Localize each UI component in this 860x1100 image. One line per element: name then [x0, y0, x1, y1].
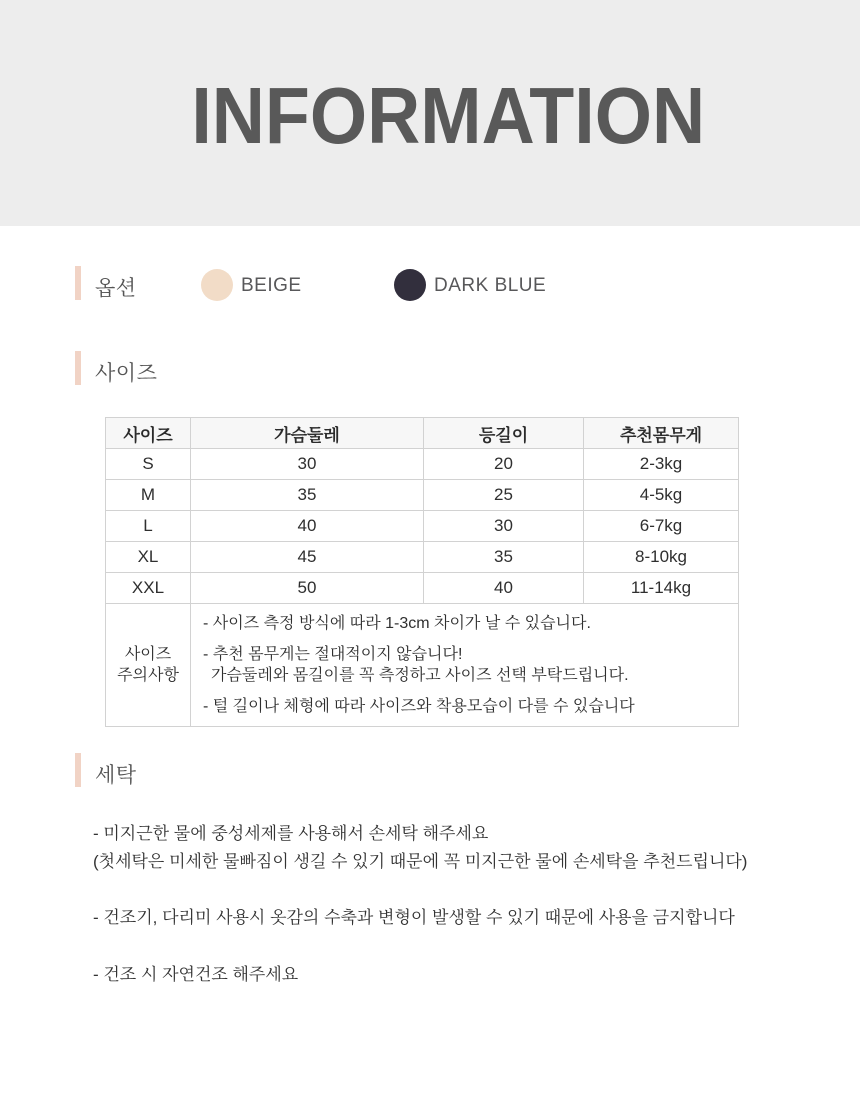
color-swatch-beige-label: BEIGE [241, 275, 302, 296]
cell-size: M [106, 480, 191, 511]
table-row-l [106, 511, 739, 542]
page-title: INFORMATION [191, 71, 705, 160]
color-swatch-beige [201, 269, 233, 301]
wash-note-air-dry: - 건조 시 자연건조 해주세요 [93, 965, 299, 984]
size-note-2: - 추천 몸무게는 절대적이지 않습니다! [203, 646, 463, 663]
size-table [105, 417, 739, 727]
header-banner [0, 0, 860, 226]
cell-weight: 11-14kg [584, 573, 739, 604]
size-note-3: - 털 길이나 체형에 따라 사이즈와 착용모습이 다를 수 있습니다 [203, 698, 635, 715]
cell-back: 20 [424, 449, 584, 480]
cell-back: 25 [424, 480, 584, 511]
wash-accent-bar [75, 753, 81, 787]
wash-note-handwash-line2: (첫세탁은 미세한 물빠짐이 생길 수 있기 때문에 꼭 미지근한 물에 손세탁을 추천드립니다) [93, 852, 748, 871]
size-note-2b: 가슴둘레와 몸길이를 꼭 측정하고 사이즈 선택 부탁드립니다. [211, 667, 629, 684]
color-swatch-dark-blue-label: DARK BLUE [434, 275, 547, 296]
size-note-1: - 사이즈 측정 방식에 따라 1-3cm 차이가 날 수 있습니다. [203, 615, 591, 632]
table-row-s [106, 449, 739, 480]
wash-note-handwash-line1: - 미지근한 물에 중성세제를 사용해서 손세탁 해주세요 [93, 824, 489, 843]
cell-weight: 2-3kg [584, 449, 739, 480]
cell-weight: 8-10kg [584, 542, 739, 573]
table-row-xxl [106, 573, 739, 604]
size-notes-content [191, 604, 739, 727]
size-table-header-size: 사이즈 [106, 418, 191, 449]
table-row-size-notes [106, 604, 739, 727]
size-notes-label [106, 604, 191, 727]
cell-size: XL [106, 542, 191, 573]
size-accent-bar [75, 351, 81, 385]
size-table-header-weight: 추천몸무게 [584, 418, 739, 449]
cell-weight: 4-5kg [584, 480, 739, 511]
cell-back: 30 [424, 511, 584, 542]
cell-chest: 45 [191, 542, 424, 573]
size-table-header-chest: 가슴둘레 [191, 418, 424, 449]
size-notes-label-line2: 주의사항 [117, 667, 179, 684]
wash-note-handwash [93, 820, 747, 876]
wash-note-no-dryer: - 건조기, 다리미 사용시 옷감의 수축과 변형이 발생할 수 있기 때문에 사용을 금지합니다 [93, 908, 735, 927]
cell-weight: 6-7kg [584, 511, 739, 542]
options-accent-bar [75, 266, 81, 300]
table-row-xl [106, 542, 739, 573]
table-row-m [106, 480, 739, 511]
cell-size: XXL [106, 573, 191, 604]
size-table-header-row [106, 418, 739, 449]
cell-chest: 40 [191, 511, 424, 542]
wash-section-title: 세탁 [95, 764, 137, 787]
size-notes-label-line1: 사이즈 [124, 646, 172, 663]
cell-chest: 50 [191, 573, 424, 604]
cell-back: 35 [424, 542, 584, 573]
cell-back: 40 [424, 573, 584, 604]
size-section-title: 사이즈 [95, 362, 158, 385]
cell-chest: 30 [191, 449, 424, 480]
size-table-header-back-length: 등길이 [424, 418, 584, 449]
color-swatch-dark-blue [394, 269, 426, 301]
cell-size: S [106, 449, 191, 480]
options-section-title: 옵션 [95, 277, 137, 300]
cell-size: L [106, 511, 191, 542]
cell-chest: 35 [191, 480, 424, 511]
